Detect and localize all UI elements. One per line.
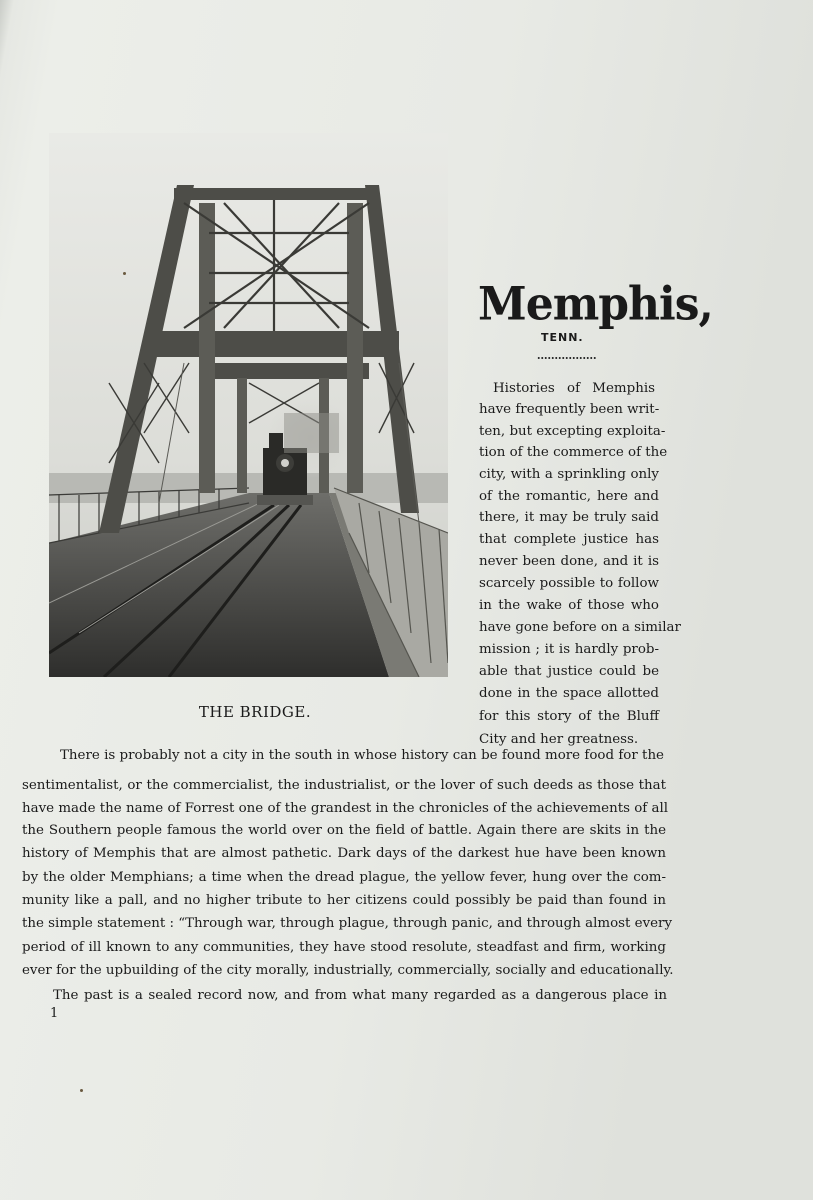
photo-caption: THE BRIDGE. — [198, 703, 312, 721]
dotted-rule-ornament — [537, 356, 597, 360]
column-text-line: that complete justice has — [479, 532, 659, 547]
body-text-line: have made the name of Forrest one of the grandest in the chronicles of the achievements of all — [22, 801, 669, 816]
column-text-line: for this story of the Bluff — [479, 709, 659, 724]
column-text-line: have gone before on a similar — [479, 620, 681, 635]
body-text-line: the simple statement : “Through war, through plague, through panic, and through almost every — [22, 916, 673, 931]
page-title: Memphis, — [478, 277, 713, 332]
column-text-line: of the romantic, here and — [479, 489, 659, 504]
column-text-line: in the wake of those who — [479, 598, 659, 613]
body-text-line: period of ill known to any communities, they have stood resolute, steadfast and firm, working — [22, 940, 666, 955]
column-text-line: ten, but excepting exploita- — [479, 424, 666, 439]
column-text-line: city, with a sprinkling only — [479, 467, 659, 482]
body-text-line: by the older Memphians; a time when the dread plague, the yellow fever, hung over the com- — [22, 870, 666, 885]
body-text-line: sentimentalist, or the commercialist, the industrialist, or the lover of such deeds as those that — [22, 778, 666, 793]
body-text-line: The past is a sealed record now, and from what many regarded as a dangerous place in — [53, 988, 667, 1003]
column-text-line: mission ; it is hardly prob- — [479, 642, 659, 657]
body-text-line: There is probably not a city in the south in whose history can be found more food for the — [60, 748, 664, 763]
column-text-line: there, it may be truly said — [479, 510, 659, 525]
column-text-line: tion of the commerce of the — [479, 445, 668, 460]
page-number: 1 — [50, 1006, 59, 1021]
body-text-line: the Southern people famous the world over on the field of battle. Again there are skits in the — [22, 823, 666, 838]
paper-speck — [80, 1089, 83, 1092]
column-text-line: Histories of Memphis — [493, 381, 655, 396]
column-text-line: have frequently been writ- — [479, 402, 660, 417]
paper-speck — [123, 272, 126, 275]
column-text-line: able that justice could be — [479, 664, 659, 679]
body-text-line: munity like a pall, and no higher tribute to her citizens could possibly be paid than found in — [22, 893, 666, 908]
bridge-illustration — [49, 133, 448, 677]
column-text-line: scarcely possible to follow — [479, 576, 659, 591]
body-text-line: history of Memphis that are almost pathetic. Dark days of the darkest hue have been known — [22, 846, 666, 861]
page-subtitle: TENN. — [541, 331, 584, 344]
column-text-line: City and her greatness. — [479, 732, 639, 747]
column-text-line: never been done, and it is — [479, 554, 659, 569]
column-text-line: done in the space allotted — [479, 686, 659, 701]
body-text-line: ever for the upbuilding of the city morally, industrially, commercially, socially and educationally. — [22, 963, 674, 978]
bridge-photograph — [49, 133, 448, 677]
